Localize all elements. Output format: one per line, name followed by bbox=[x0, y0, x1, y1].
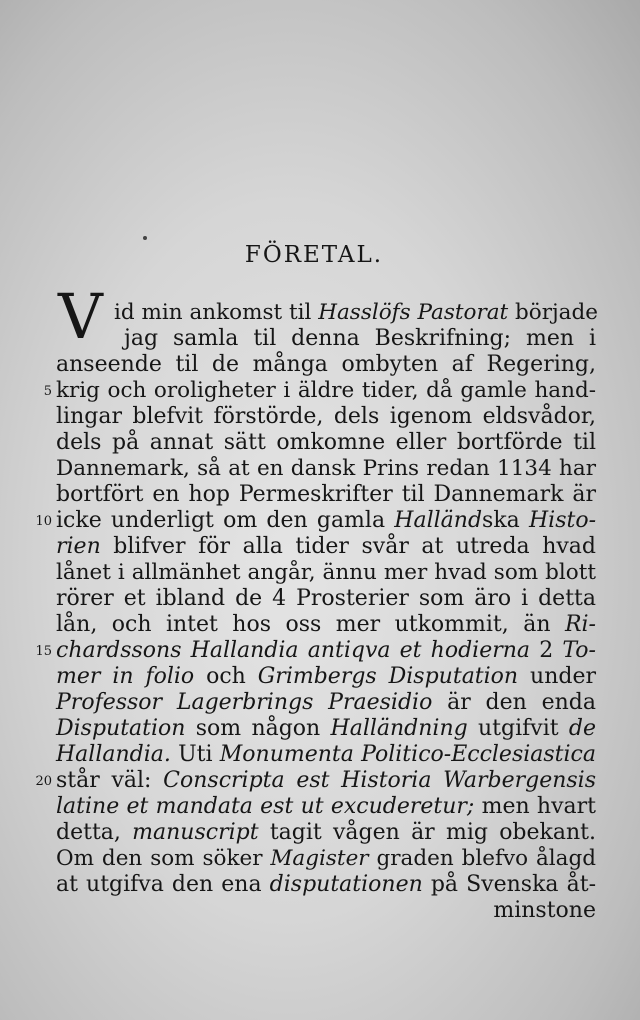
text-line bbox=[56, 612, 596, 638]
drop-cap: V bbox=[58, 280, 103, 353]
text-line bbox=[56, 430, 596, 456]
text-line bbox=[56, 586, 596, 612]
text-line bbox=[56, 352, 596, 378]
text-span: icke underligt om den gamla bbox=[56, 508, 395, 533]
text-span: Om den som söker bbox=[56, 846, 271, 871]
line-number: 15 bbox=[35, 644, 52, 659]
text-span: började bbox=[508, 300, 598, 325]
italic-text: Monumenta Politico-Ecclesiastica bbox=[219, 742, 596, 767]
italic-text: Hasslöfs Pastorat bbox=[318, 300, 509, 325]
italic-text: rien bbox=[56, 534, 101, 559]
text-line bbox=[56, 820, 596, 846]
text-span: detta, bbox=[56, 820, 133, 845]
italic-text: mer in folio bbox=[56, 664, 195, 689]
text-span: lingar blefvit förstörde, dels igenom eldsvådor, bbox=[56, 404, 596, 429]
italic-text: Hallandia. bbox=[56, 742, 171, 767]
text-span: står väl: bbox=[56, 768, 164, 793]
italic-text: disputationen bbox=[269, 872, 423, 897]
text-span: 2 bbox=[530, 638, 563, 663]
text-line bbox=[56, 456, 596, 482]
line-number: 5 bbox=[43, 384, 52, 399]
text-span: som någon bbox=[185, 716, 331, 741]
text-line bbox=[56, 378, 596, 404]
italic-text: Halländning bbox=[330, 716, 468, 741]
italic-text: Conscripta est Historia Warbergensis bbox=[163, 768, 596, 793]
text-span: ska bbox=[482, 508, 529, 533]
italic-text: Grimbergs Disputation bbox=[257, 664, 519, 689]
text-span: dels på annat sätt omkomne eller bortförde til bbox=[56, 430, 596, 455]
text-span: under bbox=[518, 664, 596, 689]
page-title: FÖRETAL. bbox=[244, 242, 384, 268]
text-span: lånet i allmänhet angår, ännu mer hvad som blott bbox=[56, 560, 596, 585]
line-number: 10 bbox=[35, 514, 52, 529]
text-line bbox=[56, 534, 596, 560]
text-line bbox=[124, 326, 596, 352]
italic-text: Disputation bbox=[56, 716, 186, 741]
text-span: men hvart bbox=[474, 794, 596, 819]
text-line bbox=[56, 742, 596, 768]
text-line bbox=[56, 638, 596, 664]
text-line bbox=[56, 872, 596, 898]
italic-text: Ri- bbox=[564, 612, 596, 637]
italic-text: latine et mandata est ut excuderetur; bbox=[56, 794, 475, 819]
text-span: graden blefvo ålagd bbox=[368, 846, 596, 871]
paper-speck bbox=[143, 236, 147, 240]
italic-text: chardssons Hallandia antiqva et hodierna bbox=[56, 638, 531, 663]
text-span: anseende til de många ombyten af Regering, bbox=[56, 352, 596, 377]
italic-text: Professor Lagerbrings Praesidio bbox=[56, 690, 433, 715]
text-span: blifver för alla tider svår at utreda hvad bbox=[100, 534, 596, 559]
italic-text: de bbox=[568, 716, 596, 741]
italic-text: Halländ bbox=[394, 508, 483, 533]
text-line bbox=[56, 768, 596, 794]
text-span: id min ankomst til bbox=[114, 300, 319, 325]
text-span: utgifvit bbox=[467, 716, 569, 741]
text-span: på Svenska åt- bbox=[422, 872, 597, 897]
text-line bbox=[56, 404, 596, 430]
text-line bbox=[56, 716, 596, 742]
text-line bbox=[56, 846, 596, 872]
text-span: Uti bbox=[170, 742, 220, 767]
text-span: och bbox=[194, 664, 258, 689]
text-line bbox=[56, 794, 596, 820]
text-span: är den enda bbox=[432, 690, 596, 715]
text-span: jag samla til denna Beskrifning; men i bbox=[124, 326, 596, 351]
text-span: lån, och intet hos oss mer utkommit, än bbox=[56, 612, 565, 637]
text-line bbox=[56, 664, 596, 690]
italic-text: Histo- bbox=[528, 508, 597, 533]
text-line bbox=[114, 300, 598, 326]
italic-text: Magister bbox=[270, 846, 369, 871]
text-span: bortfört en hop Permeskrifter til Dannemark är bbox=[56, 482, 596, 507]
line-number: 20 bbox=[35, 774, 52, 789]
italic-text: To- bbox=[562, 638, 596, 663]
text-line bbox=[56, 508, 596, 534]
text-span: Dannemark, så at en dansk Prins redan 1134 har bbox=[56, 456, 596, 481]
text-span: minstone bbox=[493, 898, 596, 923]
text-span: tagit vågen är mig obekant. bbox=[258, 820, 596, 845]
text-line bbox=[56, 560, 596, 586]
text-line bbox=[56, 482, 596, 508]
text-line bbox=[56, 690, 596, 716]
text-line bbox=[56, 898, 596, 924]
text-span: at utgifva den ena bbox=[56, 872, 270, 897]
text-span: krig och oroligheter i äldre tider, då gamle hand- bbox=[56, 378, 596, 403]
text-span: rörer et ibland de 4 Prosterier som äro i detta bbox=[56, 586, 596, 611]
italic-text: manuscript bbox=[132, 820, 259, 845]
